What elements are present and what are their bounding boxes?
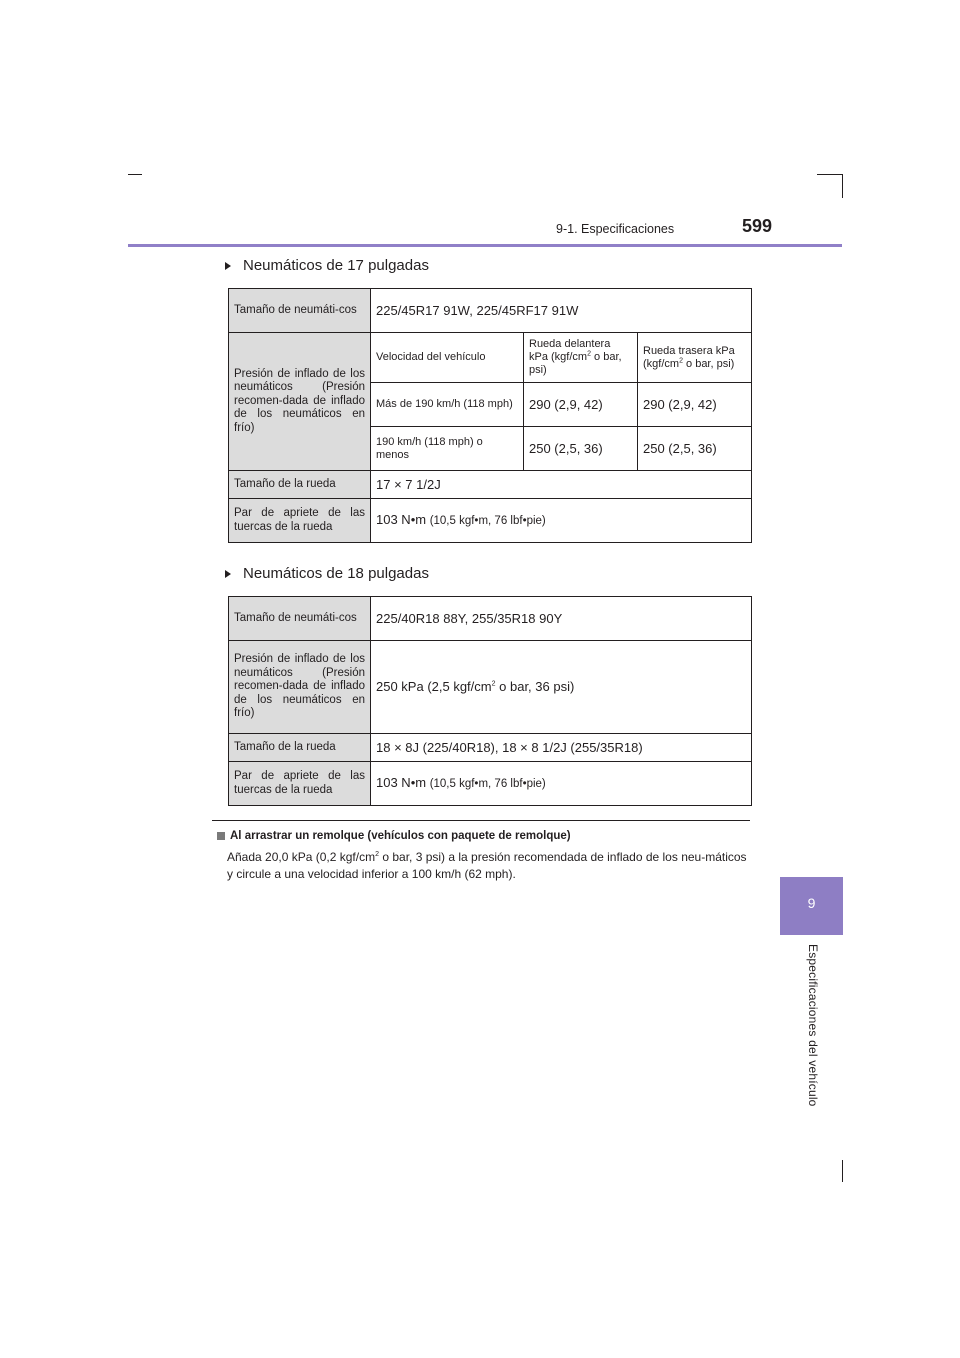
wheel-size-label: Tamaño de la rueda — [229, 734, 371, 762]
table-row — [229, 734, 752, 762]
rear-pressure-cell: 250 (2,5, 36) — [638, 427, 752, 471]
front-header: Rueda delantera kPa ($kgf/cm^2$ o bar, psi) — [524, 333, 638, 383]
triangle-bullet-icon — [225, 570, 231, 578]
torque-value: 103 N•m (10,5 kgf•m, 76 lbf•pie) — [371, 499, 752, 543]
heading-text: Neumáticos de 18 pulgadas — [243, 565, 429, 582]
heading-text: Neumáticos de 17 pulgadas — [243, 257, 429, 274]
rear-pressure-cell: 290 (2,9, 42) — [638, 383, 752, 427]
speed-cell: 190 km/h (118 mph) o menos — [371, 427, 524, 471]
note-title — [217, 830, 571, 842]
tire-size-value: 225/40R18 88Y, 255/35R18 90Y — [371, 597, 752, 641]
tire-size-label: Tamaño de neumáti-cos — [229, 597, 371, 641]
table-row — [229, 289, 752, 333]
heading-18-inch — [225, 565, 429, 582]
crop-mark — [128, 174, 142, 175]
table-row — [229, 499, 752, 543]
wheel-size-value: 18 × 8J (225/40R18), 18 × 8 1/2J (255/35R18) — [371, 734, 752, 762]
rear-header: Rueda trasera kPa ($kgf/cm^2$ o bar, psi) — [638, 333, 752, 383]
pressure-value: 250 kPa (2,5 kgf/$cm^2$ o bar, 36 psi) — [371, 641, 752, 734]
tire-size-label: Tamaño de neumáti-cos — [229, 289, 371, 333]
speed-cell: Más de 190 km/h (118 mph) — [371, 383, 524, 427]
front-pressure-cell: 250 (2,5, 36) — [524, 427, 638, 471]
chapter-number: 9 — [807, 895, 816, 911]
chapter-label: Especificaciones del vehículo — [806, 944, 820, 1107]
tire-size-value: 225/45R17 91W, 225/45RF17 91W — [371, 289, 752, 333]
wheel-size-value: 17 × 7 1/2J — [371, 471, 752, 499]
square-bullet-icon — [217, 832, 225, 840]
note-title-text: Al arrastrar un remolque (vehículos con paquete de remolque) — [230, 830, 571, 842]
torque-label: Par de apriete de las tuercas de la rueda — [229, 499, 371, 543]
note-divider — [212, 820, 750, 821]
table-row — [229, 333, 752, 383]
torque-value: 103 N•m (10,5 kgf•m, 76 lbf•pie) — [371, 762, 752, 806]
pressure-label: Presión de inflado de los neumáticos (Presión recomen-dada de inflado de los neumáticos en frío) — [229, 333, 371, 471]
crop-mark — [842, 174, 843, 198]
crop-mark — [817, 174, 842, 175]
table-row — [229, 471, 752, 499]
table-row — [229, 762, 752, 806]
speed-header: Velocidad del vehículo — [371, 333, 524, 383]
header-divider — [128, 244, 842, 247]
front-pressure-cell: 290 (2,9, 42) — [524, 383, 638, 427]
page-number: 599 — [742, 216, 773, 236]
table-row — [229, 641, 752, 734]
crop-mark — [842, 1160, 843, 1182]
section-title: 9-1. Especificaciones — [556, 222, 675, 236]
tire-table-17 — [228, 288, 752, 543]
triangle-bullet-icon — [225, 262, 231, 270]
note-body: Añada 20,0 kPa (0,2 kgf/$cm^2$ o bar, 3 psi) a la presión recomendada de inflado de los neu-máticos y circule a una velocidad inferior a 100 km/h (62 mph). — [227, 850, 747, 881]
table-row — [229, 597, 752, 641]
chapter-tab — [780, 877, 843, 935]
wheel-size-label: Tamaño de la rueda — [229, 471, 371, 499]
torque-label: Par de apriete de las tuercas de la rueda — [229, 762, 371, 806]
heading-17-inch — [225, 257, 429, 274]
pressure-label: Presión de inflado de los neumáticos (Presión recomen-dada de inflado de los neumáticos en frío) — [229, 641, 371, 734]
tire-table-18 — [228, 596, 752, 806]
